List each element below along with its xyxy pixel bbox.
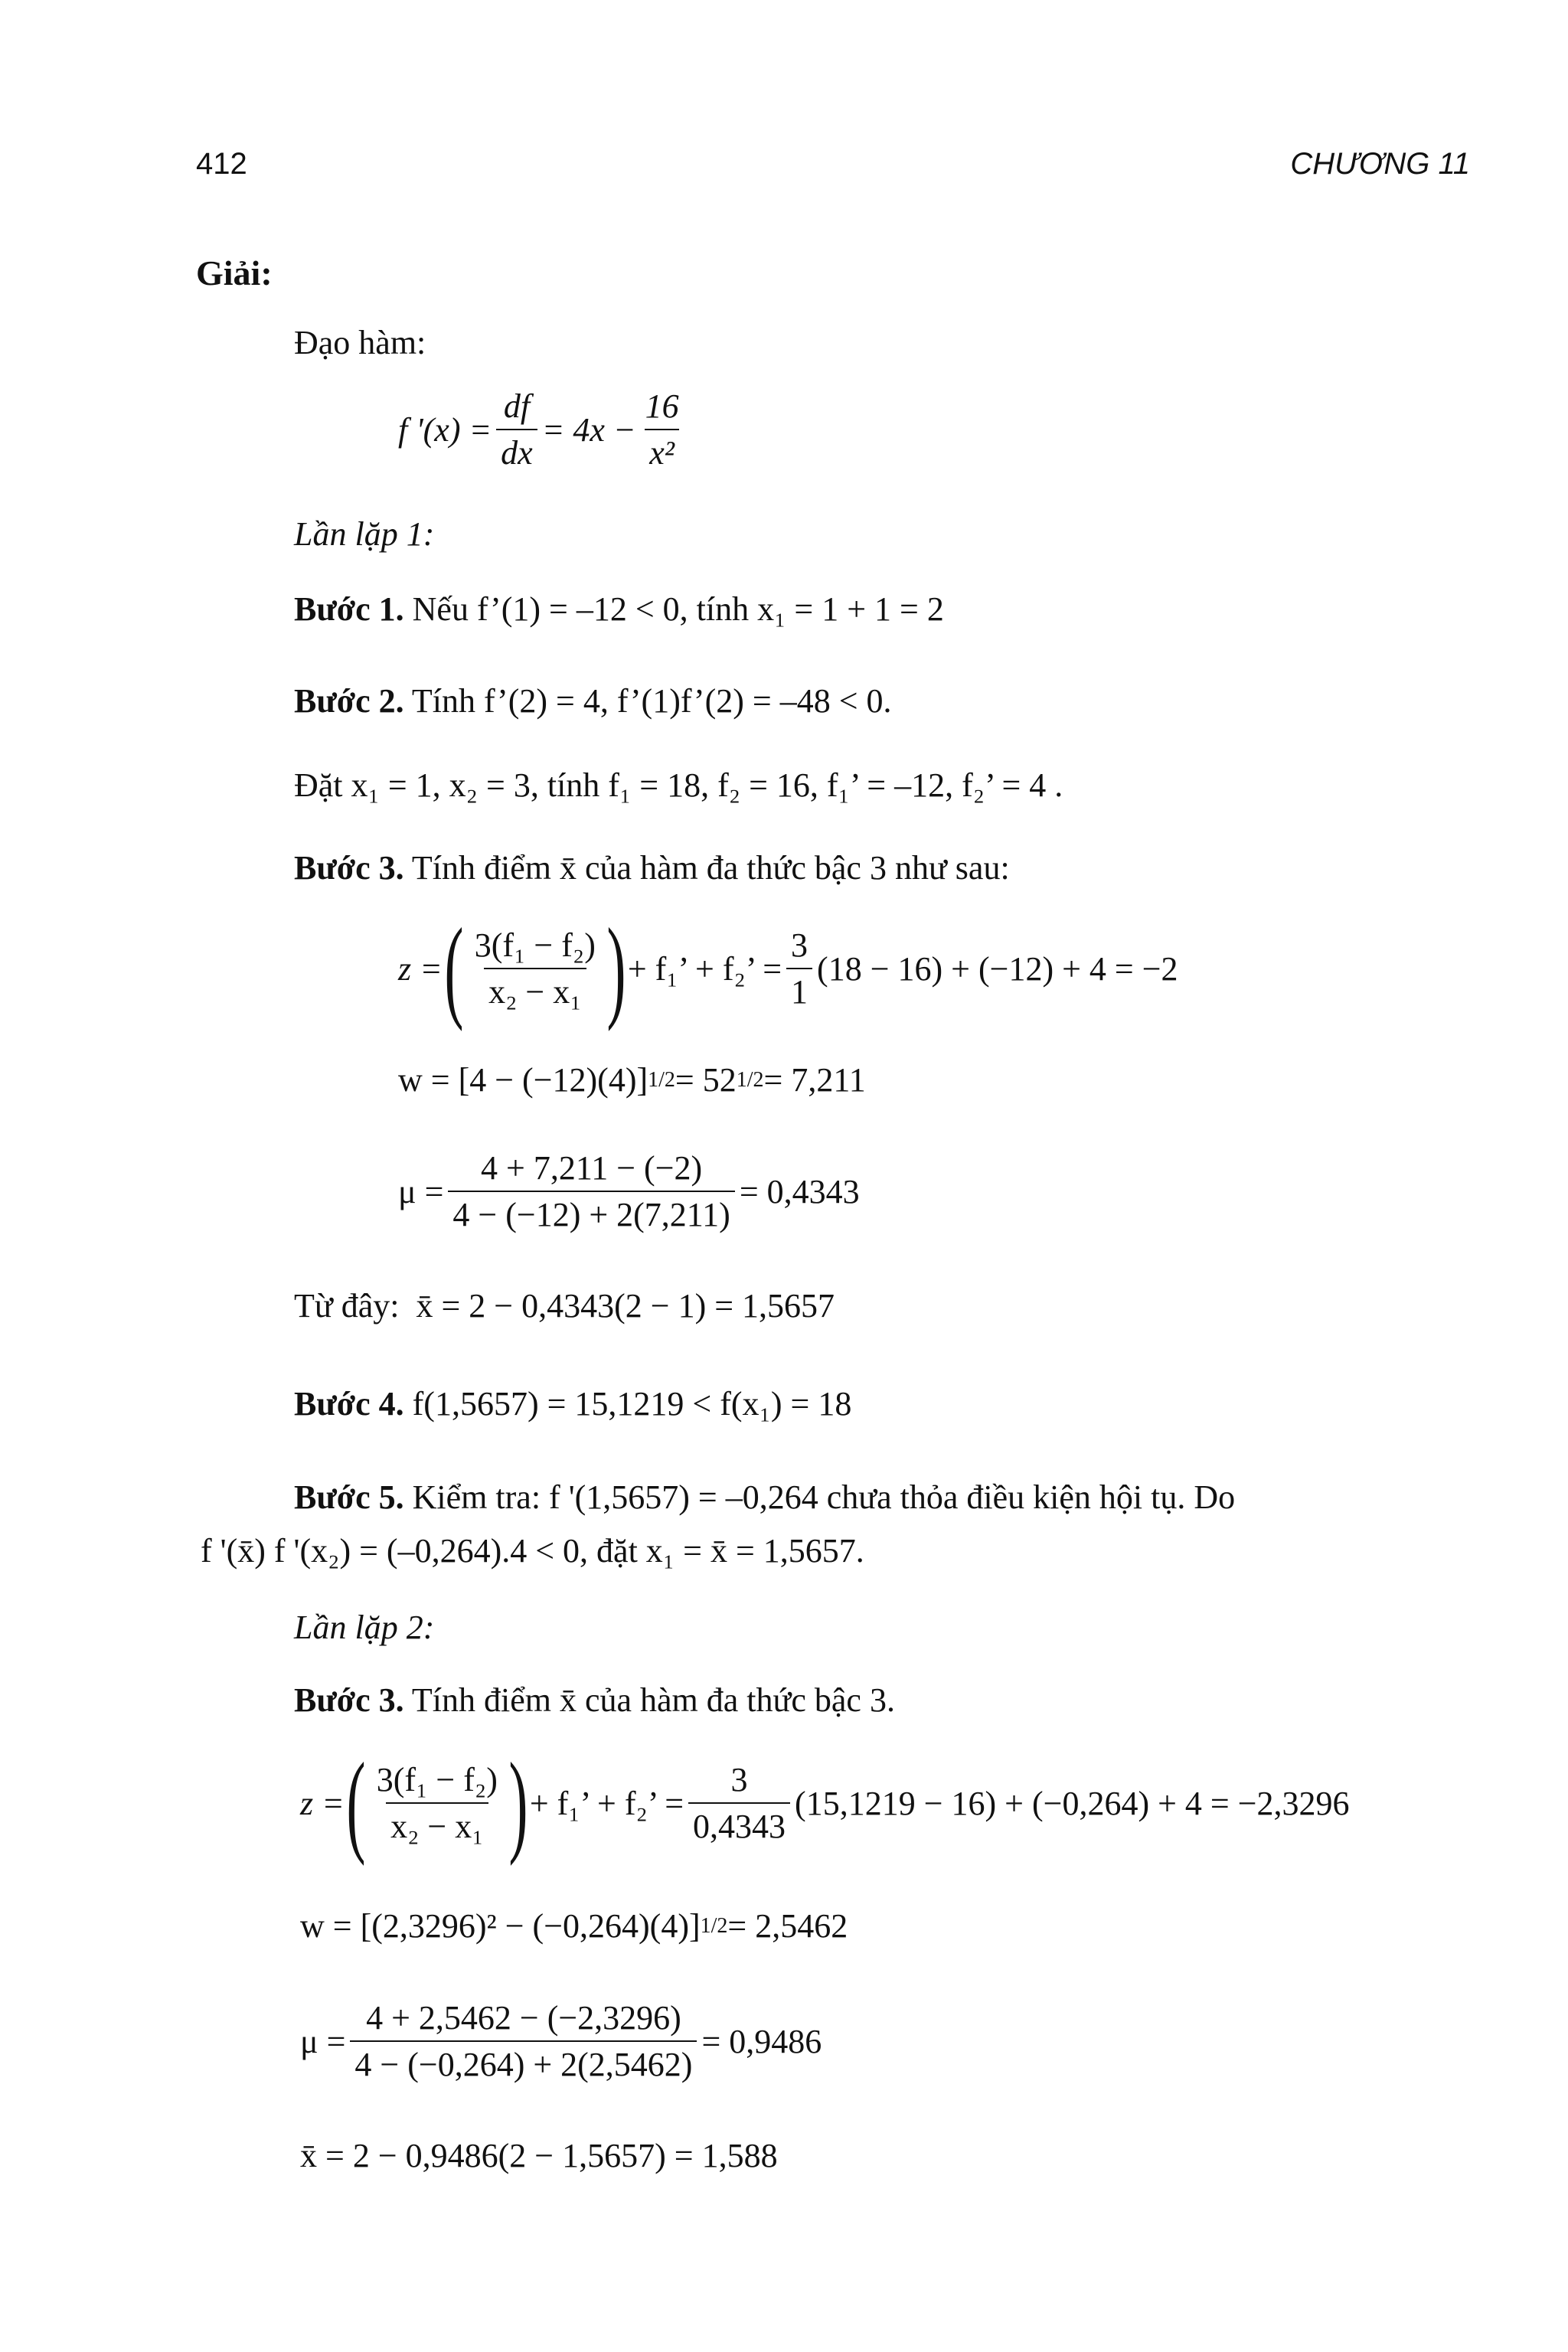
- derivative-equation: [398, 387, 688, 472]
- z-rhs: (18 − 16) + (−12) + 4 = −2: [817, 949, 1178, 988]
- sixteen-over-x2: [641, 387, 684, 472]
- step-label: Bước 3.: [294, 849, 404, 887]
- step-2: [294, 681, 892, 720]
- page-number: 412: [196, 147, 247, 181]
- mu-fraction: [448, 1148, 734, 1234]
- w-rhs2: = 7,211: [763, 1061, 866, 1099]
- frac-num: 16: [645, 387, 679, 425]
- mu-rhs: = 0,9486: [701, 2022, 822, 2060]
- z-coef-fraction: [786, 926, 812, 1011]
- iteration-1-label: Lần lặp 1:: [294, 515, 435, 553]
- step-3b: [294, 1681, 895, 1720]
- derivative-mid: = 4x −: [541, 410, 636, 449]
- mu-fraction: [350, 1998, 697, 2084]
- frac-den: 0,4343: [688, 1802, 790, 1846]
- frac-den: x₂ − x₁: [484, 968, 586, 1011]
- frac-den: x²: [645, 429, 679, 472]
- derivative-lhs: f '(x) =: [398, 410, 492, 449]
- z-equation-2: [300, 1740, 1350, 1867]
- step-label: Bước 4.: [294, 1385, 404, 1423]
- z-mid: + f₁’ + f₂’ =: [529, 1784, 684, 1822]
- step-text: Nếu f’(1) = –12 < 0, tính x₁ = 1 + 1 = 2: [403, 590, 944, 628]
- w-exponent: 1/2: [700, 1913, 728, 1938]
- w-rhs1: = 52: [675, 1061, 737, 1099]
- w-exponent: 1/2: [648, 1067, 675, 1092]
- frac-den: 4 − (−0,264) + 2(2,5462): [350, 2040, 697, 2084]
- w-text: w = [4 − (−12)(4)]: [398, 1061, 648, 1099]
- z-lhs: z =: [398, 949, 443, 988]
- df-dx-fraction: [496, 387, 537, 472]
- z-equation-1: [398, 905, 1178, 1032]
- chapter-title: CHƯƠNG 11: [1290, 147, 1470, 181]
- mu-equation-2: [300, 1998, 822, 2084]
- from-here-label: Từ đây:: [294, 1287, 400, 1325]
- z-fraction: [372, 1760, 502, 1846]
- z-fraction: [470, 926, 600, 1011]
- w-rhs: = 2,5462: [727, 1907, 848, 1945]
- iteration-2-label: Lần lặp 2:: [294, 1609, 435, 1646]
- frac-num: 3: [791, 926, 808, 964]
- mu-lhs: μ =: [300, 2022, 346, 2060]
- frac-num: 4 + 7,211 − (−2): [481, 1149, 703, 1187]
- frac-den: 4 − (−12) + 2(7,211): [448, 1191, 734, 1234]
- frac-num: df: [503, 387, 531, 425]
- step-5-continued: f '(x̄) f '(x₂) = (–0,264).4 < 0, đặt x₁ = x̄ = 1,5657.: [201, 1532, 864, 1570]
- mu-lhs: μ =: [398, 1172, 444, 1210]
- step-3: [294, 848, 1010, 887]
- from-here-eq: x̄ = 2 − 0,4343(2 − 1) = 1,5657: [416, 1287, 835, 1325]
- step-text: Tính điểm x̄ của hàm đa thức bậc 3 như sau:: [403, 849, 1010, 887]
- from-here-line: [294, 1286, 835, 1325]
- z-coef-fraction: [688, 1760, 790, 1846]
- step-label: Bước 3.: [294, 1681, 404, 1719]
- mu-equation-1: [398, 1148, 860, 1234]
- w-exponent2: 1/2: [736, 1067, 764, 1092]
- step-label: Bước 1.: [294, 590, 404, 628]
- frac-num: 4 + 2,5462 − (−2,3296): [366, 1999, 681, 2037]
- frac-den: x₂ − x₁: [386, 1802, 488, 1846]
- solution-label: Giải:: [196, 253, 273, 292]
- step-4: [294, 1384, 851, 1423]
- w-equation-1: [398, 1060, 866, 1099]
- frac-num: 3(f₁ − f₂): [474, 926, 596, 964]
- right-paren: ): [508, 1740, 528, 1867]
- step-text: Kiểm tra: f '(1,5657) = –0,264 chưa thỏa điều kiện hội tụ. Do: [403, 1478, 1236, 1516]
- xbar-equation-2: x̄ = 2 − 0,9486(2 − 1,5657) = 1,588: [300, 2137, 778, 2174]
- left-paren: (: [444, 905, 464, 1032]
- z-rhs: (15,1219 − 16) + (−0,264) + 4 = −2,3296: [795, 1784, 1350, 1822]
- frac-num: 3: [730, 1761, 748, 1798]
- z-mid: + f₁’ + f₂’ =: [627, 949, 782, 988]
- step-text: Tính f’(2) = 4, f’(1)f’(2) = –48 < 0.: [403, 682, 892, 720]
- step-1: [294, 590, 944, 629]
- derivative-intro: Đạo hàm:: [294, 324, 426, 361]
- set-values-line: Đặt x₁ = 1, x₂ = 3, tính f₁ = 18, f₂ = 16, f₁’ = –12, f₂’ = 4 .: [294, 766, 1063, 804]
- left-paren: (: [346, 1740, 366, 1867]
- frac-num: 3(f₁ − f₂): [376, 1761, 498, 1798]
- step-text: Tính điểm x̄ của hàm đa thức bậc 3.: [403, 1681, 895, 1719]
- right-paren: ): [606, 905, 626, 1032]
- step-text: f(1,5657) = 15,1219 < f(x₁) = 18: [403, 1385, 852, 1423]
- mu-rhs: = 0,4343: [739, 1172, 860, 1210]
- frac-den: 1: [786, 968, 812, 1011]
- w-equation-2: [300, 1906, 848, 1945]
- w-text: w = [(2,3296)² − (−0,264)(4)]: [300, 1907, 701, 1945]
- step-label: Bước 2.: [294, 682, 404, 720]
- step-5: [294, 1478, 1235, 1517]
- z-lhs: z =: [300, 1784, 345, 1822]
- frac-den: dx: [496, 429, 537, 472]
- step-label: Bước 5.: [294, 1478, 404, 1516]
